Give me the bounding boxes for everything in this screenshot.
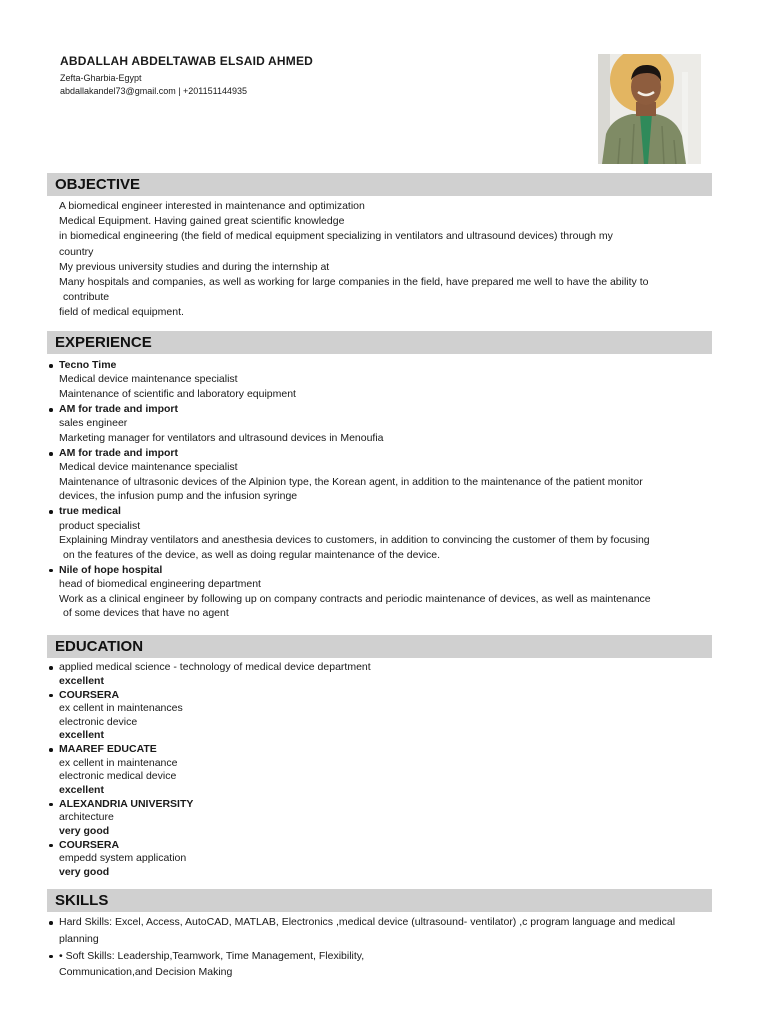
experience-item <box>59 358 699 401</box>
hard-skills-text: Hard Skills: Excel, Access, AutoCAD, MATLAB, Electronics ,medical device (ultrasound- ventilator) ,c program language and medical <box>59 916 676 928</box>
experience-company: Nile of hope hospital <box>59 563 163 576</box>
education-grade: excellent <box>59 729 104 741</box>
objective-line: A biomedical engineer interested in maintenance and optimization <box>59 200 365 212</box>
profile-photo <box>598 54 701 164</box>
experience-company: AM for trade and import <box>59 403 179 416</box>
experience-description-cont: on the features of the device, as well as doing regular maintenance of the device. <box>63 548 441 561</box>
candidate-location: Zefta-Gharbia-Egypt <box>60 73 142 83</box>
experience-role: head of biomedical engineering department <box>59 578 261 591</box>
education-detail: electronic medical device <box>59 770 177 782</box>
education-grade: excellent <box>59 783 104 796</box>
candidate-name: ABDALLAH ABDELTAWAB ELSAID AHMED <box>60 54 314 68</box>
experience-description: Marketing manager for ventilators and ultrasound devices in Menoufia <box>59 431 384 444</box>
objective-line: Many hospitals and companies, as well as working for large companies in the field, have prepared me well to have the ability to <box>59 276 649 289</box>
experience-description: Maintenance of ultrasonic devices of the Alpinion type, the Korean agent, in addition to the maintenance of the patient monitor <box>59 475 643 488</box>
candidate-contact: abdallakandel73@gmail.com | +201151144935 <box>60 86 248 96</box>
experience-description: Explaining Mindray ventilators and anesthesia devices to customers, in addition to convincing the customer of them by focusing <box>59 534 650 547</box>
experience-item <box>59 504 699 562</box>
objective-line: My previous university studies and during the internship at <box>59 260 330 273</box>
education-item <box>59 839 699 880</box>
education-institution: COURSERA <box>59 688 120 701</box>
education-detail: ex cellent in maintenances <box>59 702 183 714</box>
education-title: applied medical science - technology of medical device department <box>59 661 371 673</box>
education-grade: very good <box>59 824 110 837</box>
education-detail: empedd system application <box>59 852 187 864</box>
education-institution: MAAREF EDUCATE <box>59 743 157 755</box>
experience-company: true medical <box>59 505 121 518</box>
education-detail: electronic device <box>59 715 138 728</box>
objective-text <box>59 199 699 321</box>
objective-line: Medical Equipment. Having gained great scientific knowledge <box>59 215 345 228</box>
experience-company: Tecno Time <box>59 359 117 371</box>
soft-skills-text: • Soft Skills: Leadership,Teamwork, Time Management, Flexibility, <box>59 949 365 962</box>
education-item <box>59 743 699 797</box>
experience-role: sales engineer <box>59 417 128 430</box>
section-skills: SKILLS <box>47 889 712 912</box>
education-grade: very good <box>59 865 110 878</box>
objective-line: field of medical equipment. <box>59 306 184 319</box>
education-detail: architecture <box>59 811 114 823</box>
soft-skills-text-cont: Communication,and Decision Making <box>59 966 233 978</box>
experience-role: Medical device maintenance specialist <box>59 373 238 386</box>
education-grade: excellent <box>59 674 104 687</box>
experience-company: AM for trade and import <box>59 447 179 460</box>
objective-line: contribute <box>63 291 110 304</box>
skills-list <box>59 914 699 981</box>
education-institution: COURSERA <box>59 838 120 851</box>
education-detail: ex cellent in maintenance <box>59 756 178 769</box>
experience-role: product specialist <box>59 519 141 532</box>
education-item <box>59 798 699 839</box>
objective-line: country <box>59 245 94 258</box>
experience-role: Medical device maintenance specialist <box>59 461 238 474</box>
skills-item-hard <box>59 914 699 947</box>
skills-item-soft <box>59 948 699 981</box>
section-education: EDUCATION <box>47 635 712 658</box>
resume-header <box>60 54 313 98</box>
education-institution: ALEXANDRIA UNIVERSITY <box>59 797 194 810</box>
experience-item <box>59 446 699 504</box>
objective-line: in biomedical engineering (the field of medical equipment specializing in ventilators and ultrasound devices) through my <box>59 230 613 243</box>
experience-item <box>59 563 699 621</box>
education-item <box>59 661 699 688</box>
education-item <box>59 689 699 743</box>
experience-description-cont: of some devices that have no agent <box>63 607 229 620</box>
section-experience: EXPERIENCE <box>47 331 712 354</box>
experience-description: Work as a clinical engineer by following up on company contracts and periodic maintenance of devices, as well as maintenance <box>59 592 651 605</box>
experience-description-cont: devices, the infusion pump and the infusion syringe <box>59 490 298 503</box>
experience-description: Maintenance of scientific and laboratory equipment <box>59 387 296 400</box>
education-list <box>59 661 699 880</box>
section-objective: OBJECTIVE <box>47 173 712 196</box>
hard-skills-text-cont: planning <box>59 932 99 945</box>
experience-list <box>59 358 699 621</box>
experience-item <box>59 402 699 445</box>
